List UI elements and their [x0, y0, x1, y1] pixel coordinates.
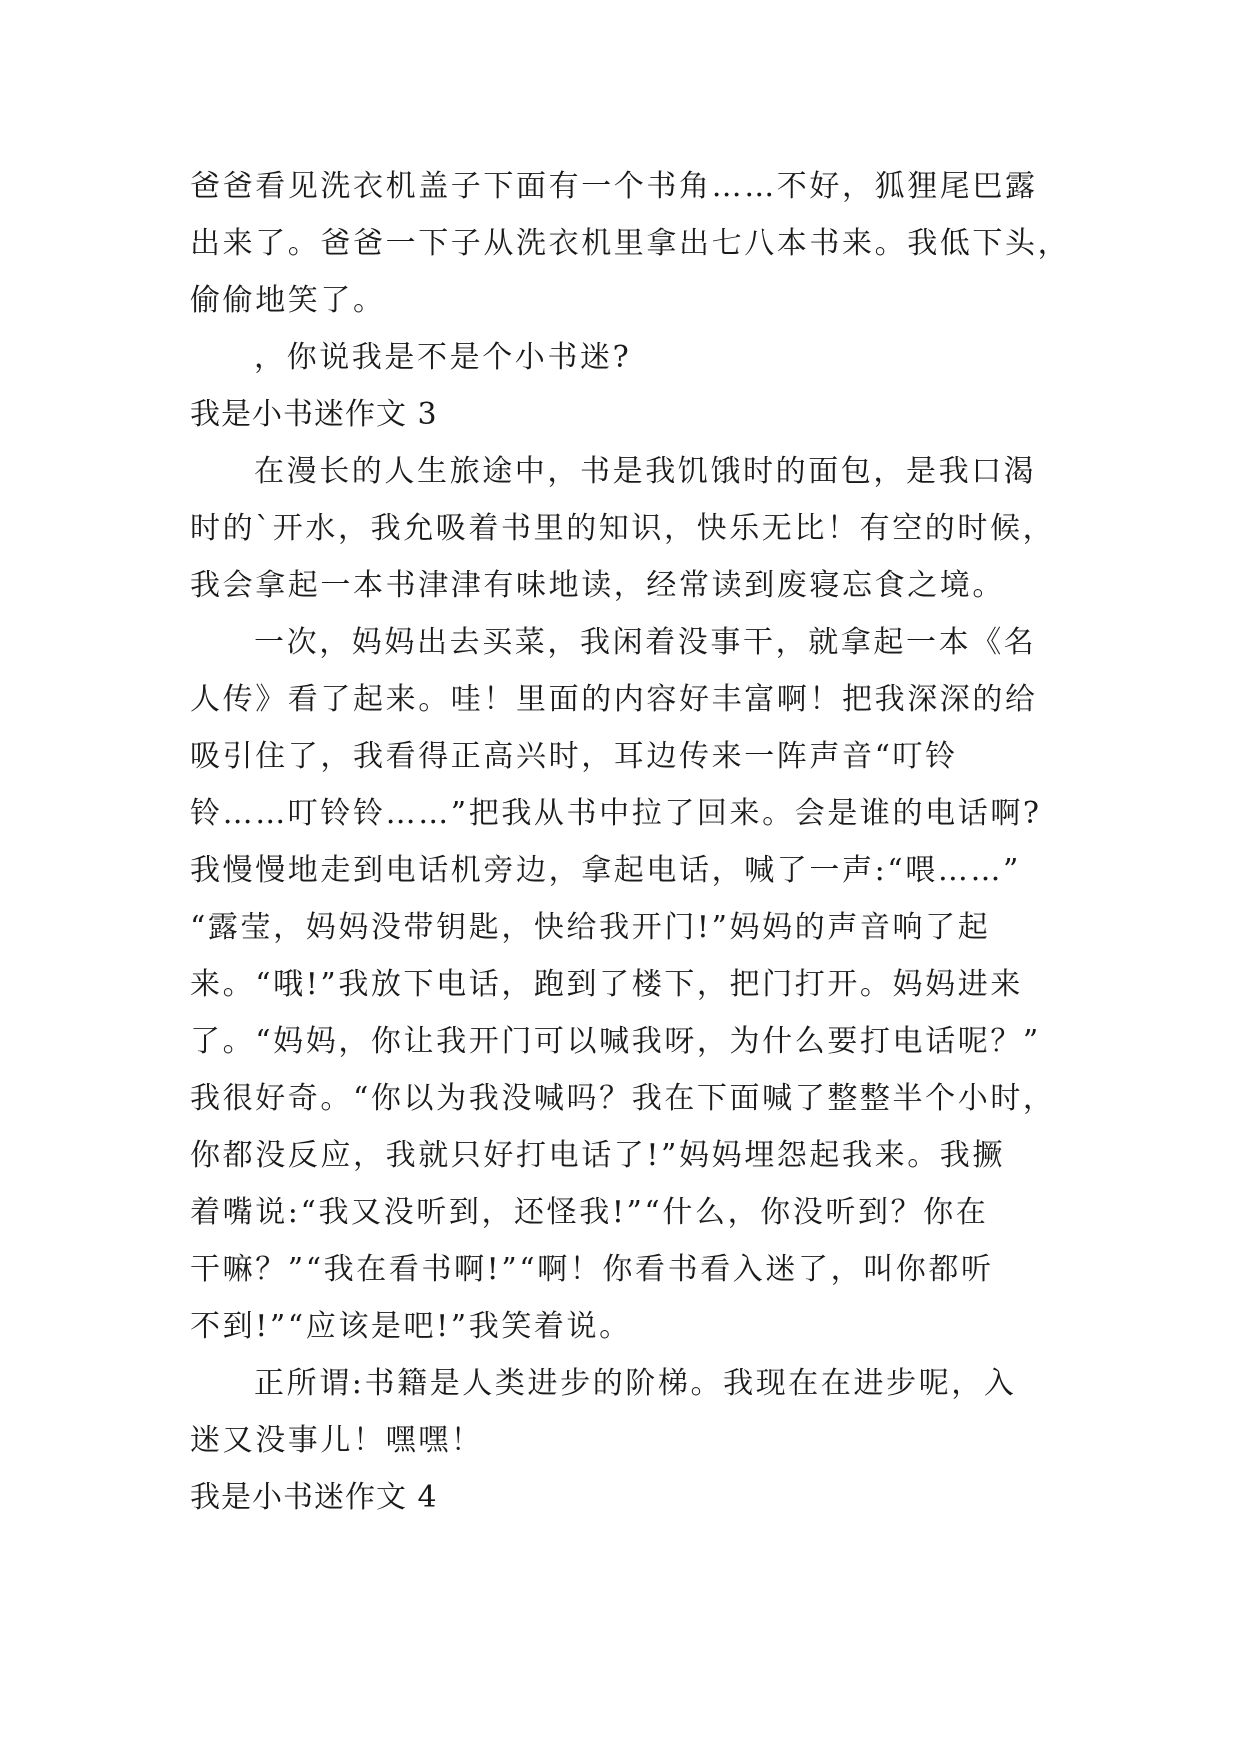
text-line: 不到!”“应该是吧!”我笑着说。 — [190, 1309, 632, 1344]
text-line: 着嘴说:“我又没听到，还怪我!”“什么，你没听到？你在 — [190, 1195, 989, 1230]
text-line: 偷偷地笑了。 — [190, 283, 386, 318]
text-line: 正所谓:书籍是人类进步的阶梯。我现在在进步呢，入 — [254, 1366, 1017, 1401]
section-heading: 我是小书迷作文 3 — [190, 397, 438, 432]
text-line: 干嘛？”“我在看书啊!”“啊！你看书看入迷了，叫你都听 — [190, 1252, 994, 1287]
text-line: “露莹，妈妈没带钥匙，快给我开门!”妈妈的声音响了起 — [190, 910, 991, 945]
section-heading: 我是小书迷作文 4 — [190, 1480, 438, 1515]
text-line: 了。“妈妈，你让我开门可以喊我呀，为什么要打电话呢？” — [190, 1024, 1041, 1059]
text-line: 在漫长的人生旅途中，书是我饥饿时的面包，是我口渴 — [254, 454, 1037, 489]
text-line: 铃……叮铃铃……”把我从书中拉了回来。会是谁的电话啊? — [190, 796, 1042, 831]
text-line: 爸爸看见洗衣机盖子下面有一个书角……不好，狐狸尾巴露 — [190, 169, 1038, 204]
text-line: 吸引住了，我看得正高兴时，耳边传来一阵声音“叮铃 — [190, 739, 958, 774]
text-line: 一次，妈妈出去买菜，我闲着没事干，就拿起一本《名 — [254, 625, 1037, 660]
document-body — [190, 158, 1090, 1526]
text-line: 出来了。爸爸一下子从洗衣机里拿出七八本书来。我低下头， — [190, 226, 1071, 261]
text-line: 我慢慢地走到电话机旁边，拿起电话，喊了一声:“喂……” — [190, 853, 1021, 888]
text-line: 来。“哦!”我放下电话，跑到了楼下，把门打开。妈妈进来 — [190, 967, 1023, 1002]
text-line: 我很好奇。“你以为我没喊吗？我在下面喊了整整半个小时， — [190, 1081, 1056, 1116]
text-line: 我会拿起一本书津津有味地读，经常读到废寝忘食之境。 — [190, 568, 1005, 603]
text-line: 人传》看了起来。哇！里面的内容好丰富啊！把我深深的给 — [190, 682, 1038, 717]
text-line: 时的`开水，我允吸着书里的知识，快乐无比！有空的时候， — [190, 511, 1056, 546]
text-line: ，你说我是不是个小书迷? — [254, 340, 632, 375]
text-line: 你都没反应，我就只好打电话了!”妈妈埋怨起我来。我撅 — [190, 1138, 1005, 1173]
text-line: 迷又没事儿！嘿嘿！ — [190, 1423, 484, 1458]
